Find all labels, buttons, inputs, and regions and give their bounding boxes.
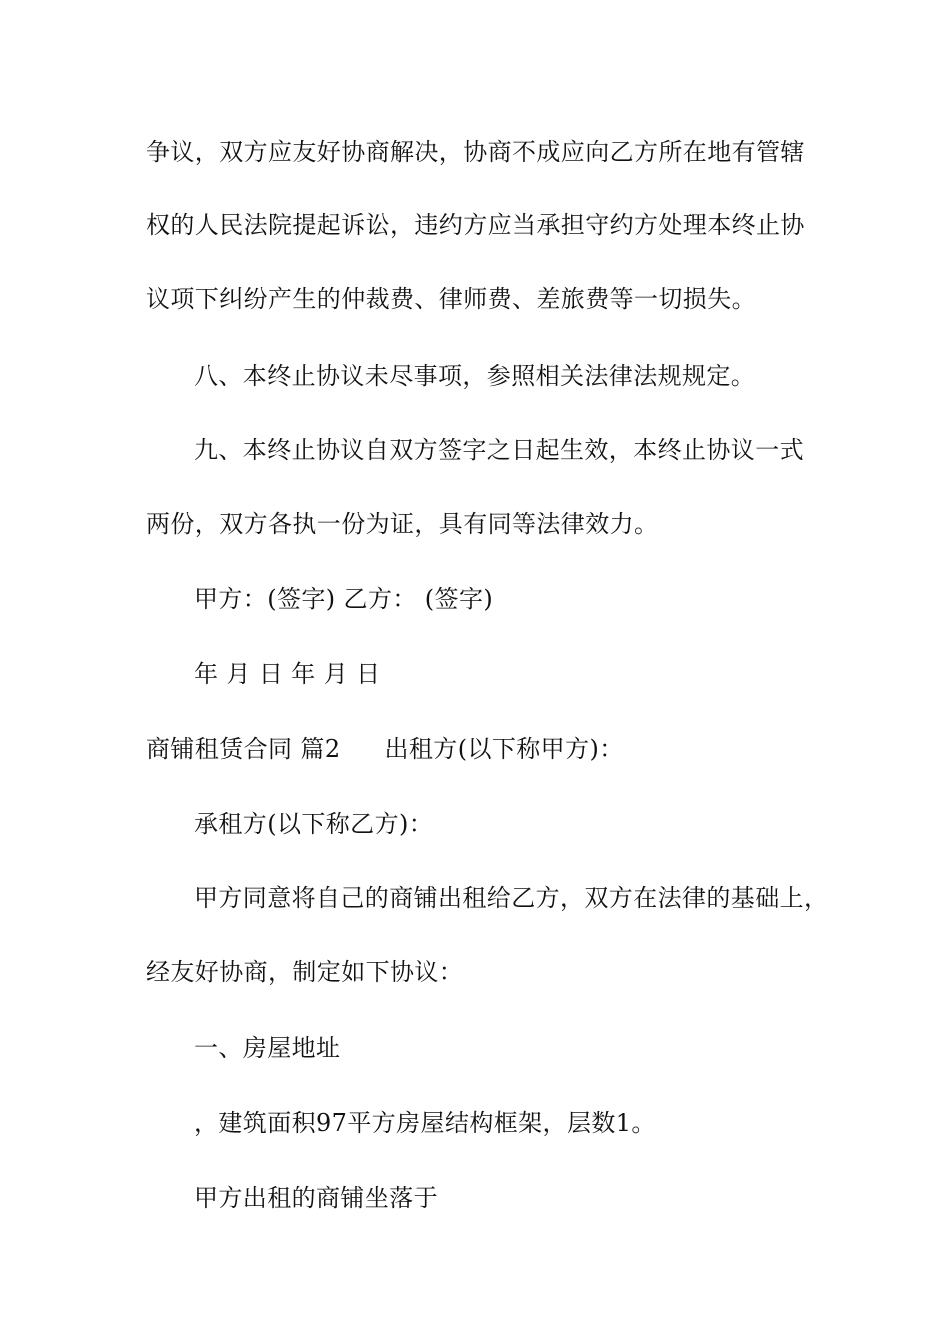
- clause-heading: 一、房屋地址: [194, 1034, 341, 1062]
- paragraph-line: 争议，双方应友好协商解决，协商不成应向乙方所在地有管辖: [146, 138, 805, 166]
- section-heading-line: [146, 735, 624, 763]
- paragraph-line: 甲方同意将自己的商铺出租给乙方，双方在法律的基础上，: [194, 884, 829, 912]
- signature-line: 甲方：(签字) 乙方： (签字): [194, 585, 494, 613]
- paragraph-line: 八、本终止协议未尽事项，参照相关法律法规规定。: [194, 362, 756, 390]
- paragraph-line: 甲方出租的商铺坐落于: [194, 1184, 438, 1212]
- paragraph-line: 经友好协商，制定如下协议：: [146, 958, 464, 986]
- lessee-label: 承租方(以下称乙方)：: [194, 810, 434, 838]
- lessor-label: 出租方(以下称甲方)：: [384, 735, 624, 763]
- paragraph-line: 权的人民法院提起诉讼，违约方应当承担守约方处理本终止协: [146, 211, 805, 239]
- section-title: 商铺租赁合同 篇2: [146, 735, 341, 763]
- paragraph-line: 两份，双方各执一份为证，具有同等法律效力。: [146, 510, 659, 538]
- paragraph-line: 九、本终止协议自双方签字之日起生效，本终止协议一式: [194, 436, 804, 464]
- date-line: 年 月 日 年 月 日: [194, 660, 381, 688]
- paragraph-line: 议项下纠纷产生的仲裁费、律师费、差旅费等一切损失。: [146, 285, 756, 313]
- paragraph-line: ，建筑面积97平方房屋结构框架，层数1。: [194, 1109, 656, 1137]
